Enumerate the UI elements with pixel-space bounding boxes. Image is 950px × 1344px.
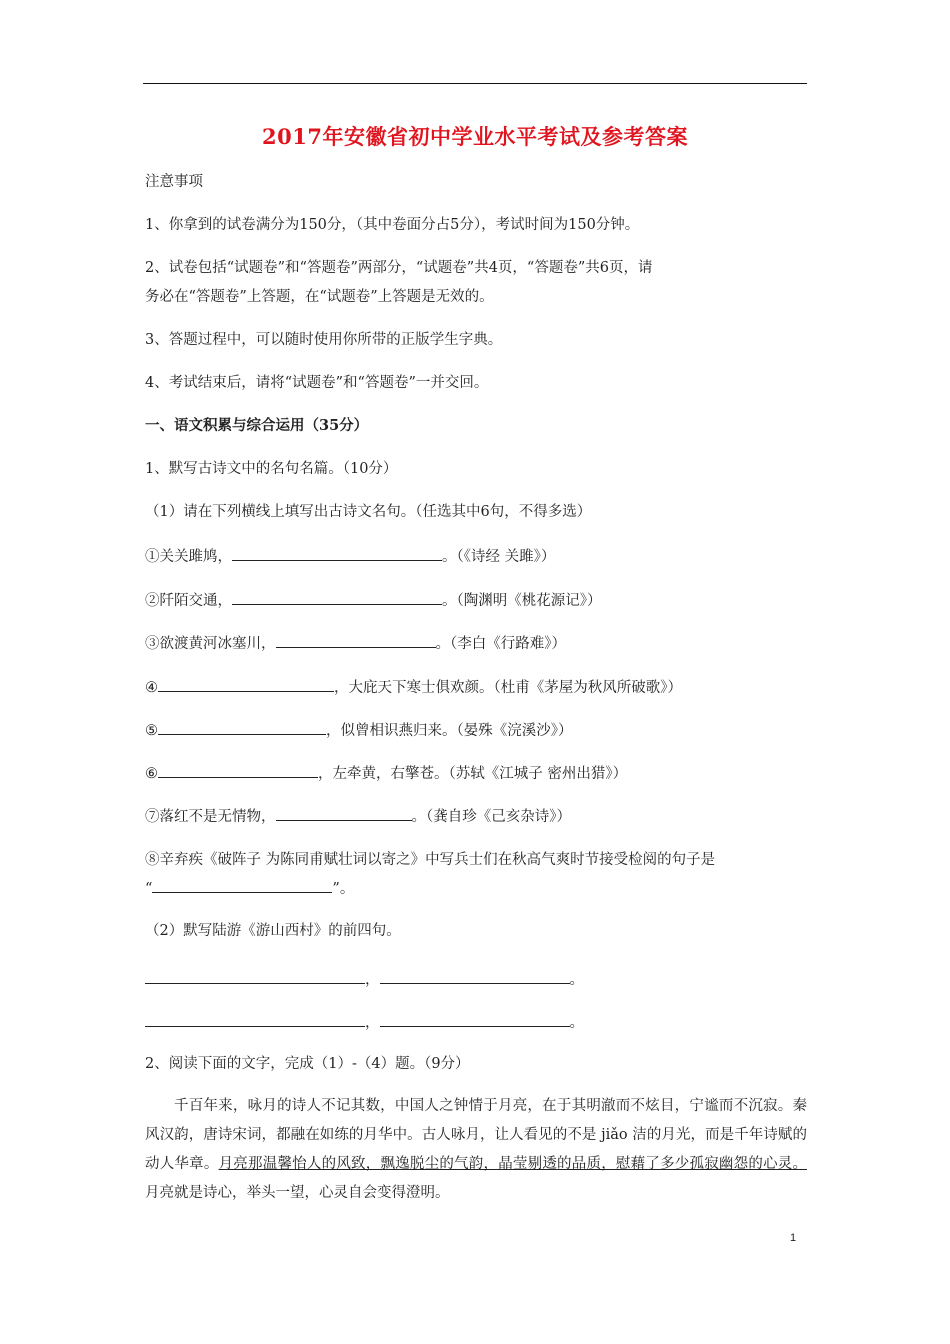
recite-line-2 [145, 1012, 584, 1033]
answer-blank-7[interactable] [276, 806, 412, 821]
notice-item-1: 1、你拿到的试卷满分为150分，（其中卷面分占5分），考试时间为150分钟。 [145, 217, 640, 233]
recite-period-1: 。 [569, 972, 584, 988]
fill-line-5 [145, 720, 573, 741]
fill-line-8-cont [145, 878, 354, 899]
recite-comma-1: ， [365, 972, 380, 988]
fill-line-8: ⑧辛弃疾《破阵子 为陈同甫赋壮词以寄之》中写兵士们在秋高气爽时节接受检阅的句子是 [145, 852, 716, 868]
fill-line-3 [145, 633, 566, 654]
answer-blank-2[interactable] [232, 590, 442, 605]
fill-line-7 [145, 806, 571, 827]
passage-text-2: 月亮就是诗心，举头一望，心灵自会变得澄明。 [145, 1185, 450, 1201]
fill-line-6-prefix: ⑥ [145, 766, 158, 782]
notice-item-3: 3、答题过程中，可以随时使用你所带的正版学生字典。 [145, 332, 503, 348]
recite-blank-2[interactable] [380, 969, 570, 984]
passage-text-1: 千百年来，咏月的诗人不记其数，中国人之钟情于月亮，在于其明澈而不炫目，宁谧而不沉寂。秦风汉韵，唐诗宋词，都融在如练的月华中。古人咏月，让人看见的不是 jiǎo 洁的月光，而是千年诗赋的动人华章。 [145, 1098, 807, 1172]
fill-line-1-suffix: 。（《诗经 关雎》） [442, 549, 556, 565]
answer-blank-8[interactable] [152, 878, 332, 893]
page-number: 1 [790, 1232, 797, 1244]
fill-line-6 [145, 763, 627, 784]
fill-line-1-prefix: ①关关雎鸠， [145, 549, 232, 565]
notice-item-2: 2、试卷包括“试题卷”和“答题卷”两部分，“试题卷”共4页，“答题卷”共6页，请 [145, 260, 653, 276]
reading-passage [145, 1092, 807, 1208]
fill-line-2 [145, 590, 602, 611]
passage-underlined-sentence: 月亮那温馨怡人的风致，飘逸脱尘的气韵，晶莹剔透的品质，慰藉了多少孤寂幽怨的心灵。 [218, 1156, 808, 1172]
question-1: 1、默写古诗文中的名句名篇。（10分） [145, 461, 398, 477]
question-2: 2、阅读下面的文字，完成（1）-（4）题。（9分） [145, 1056, 470, 1072]
fill-line-4-prefix: ④ [145, 680, 158, 696]
question-1-sub-1: （1）请在下列横线上填写出古诗文名句。（任选其中6句，不得多选） [145, 504, 592, 520]
answer-blank-4[interactable] [158, 677, 334, 692]
fill-line-3-suffix: 。（李白《行路难》） [435, 636, 566, 652]
fill-line-3-prefix: ③欲渡黄河冰塞川， [145, 636, 276, 652]
answer-blank-5[interactable] [158, 720, 326, 735]
recite-line-1 [145, 969, 584, 990]
page-title: 2017年安徽省初中学业水平考试及参考答案 [262, 124, 688, 149]
section-heading: 一、语文积累与综合运用（35分） [145, 417, 369, 434]
fill-line-6-suffix: ，左牵黄，右擎苍。（苏轼《江城子 密州出猎》） [318, 766, 628, 782]
fill-line-7-prefix: ⑦落红不是无情物， [145, 809, 276, 825]
header-rule [143, 83, 807, 84]
fill-line-5-prefix: ⑤ [145, 723, 158, 739]
fill-line-7-suffix: 。（龚自珍《己亥杂诗》） [411, 809, 571, 825]
notice-item-4: 4、考试结束后，请将“试题卷”和“答题卷”一并交回。 [145, 375, 489, 391]
fill-line-4 [145, 677, 682, 698]
fill-line-2-suffix: 。（陶渊明《桃花源记》） [442, 593, 602, 609]
recite-blank-4[interactable] [380, 1012, 570, 1027]
recite-comma-2: ， [365, 1015, 380, 1031]
recite-period-2: 。 [569, 1015, 584, 1031]
fill-line-1 [145, 546, 555, 567]
fill-line-8-open-quote: “ [145, 881, 153, 897]
answer-blank-1[interactable] [232, 546, 442, 561]
answer-blank-3[interactable] [276, 633, 436, 648]
notice-heading: 注意事项 [145, 174, 203, 190]
fill-line-8-close-quote: ”。 [332, 881, 355, 897]
fill-line-2-prefix: ②阡陌交通， [145, 593, 232, 609]
question-1-sub-2: （2）默写陆游《游山西村》的前四句。 [145, 923, 401, 939]
fill-line-4-suffix: ，大庇天下寒士俱欢颜。（杜甫《茅屋为秋风所破歌》） [334, 680, 682, 696]
answer-blank-6[interactable] [158, 763, 318, 778]
notice-item-2-cont: 务必在“答题卷”上答题，在“试题卷”上答题是无效的。 [145, 289, 494, 305]
recite-blank-3[interactable] [145, 1012, 365, 1027]
recite-blank-1[interactable] [145, 969, 365, 984]
fill-line-5-suffix: ，似曾相识燕归来。（晏殊《浣溪沙》） [326, 723, 573, 739]
